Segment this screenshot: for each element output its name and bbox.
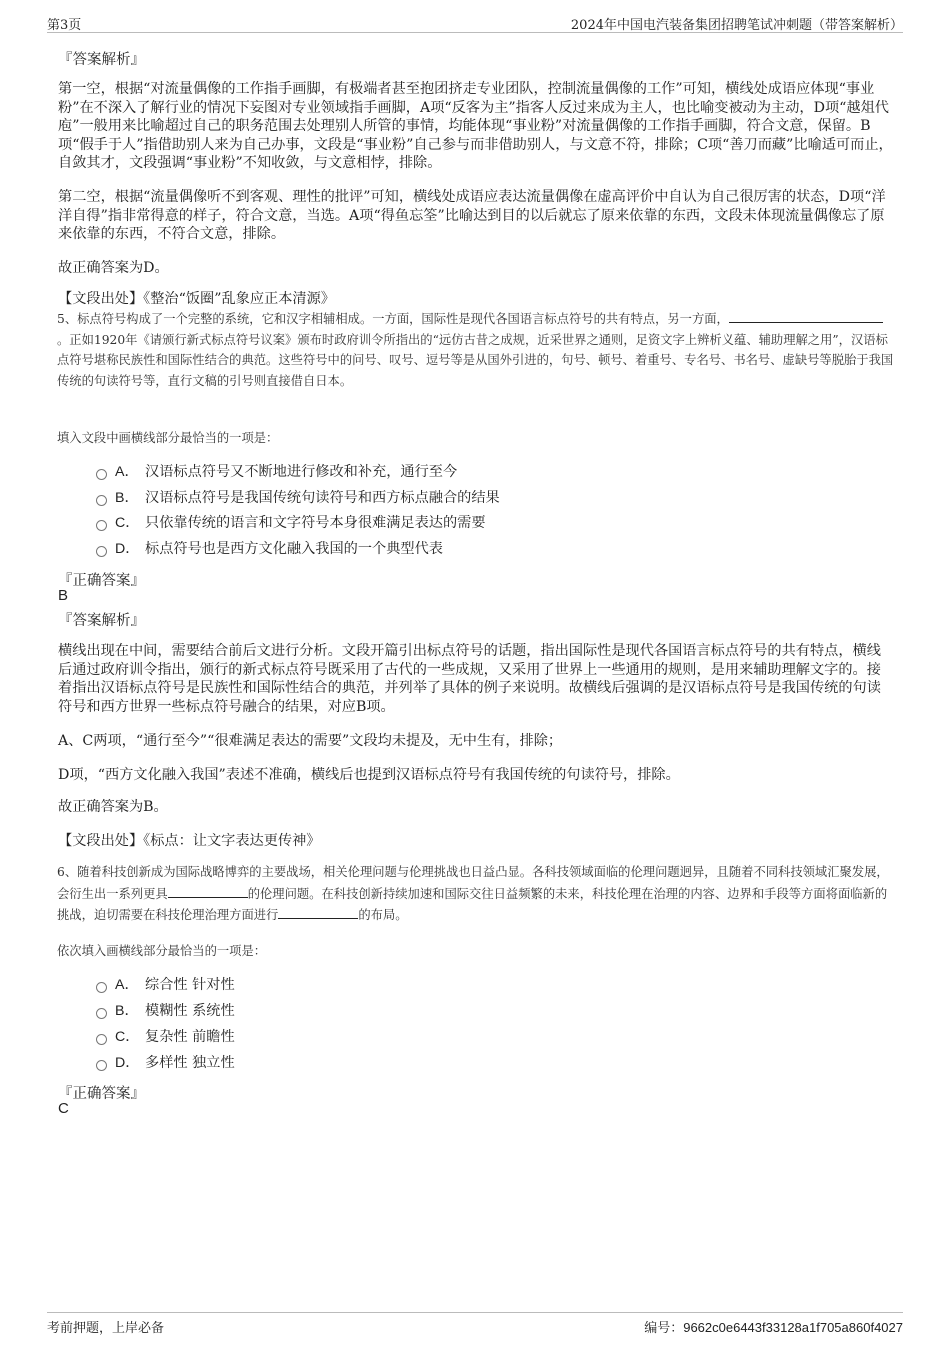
fill-blank xyxy=(729,308,883,323)
fill-blank xyxy=(168,883,248,898)
footer-note: 考前押题，上岸必备 xyxy=(47,1321,165,1336)
option-a[interactable]: A． 综合性 针对性 xyxy=(96,975,235,995)
radio-icon[interactable] xyxy=(96,469,107,480)
option-c[interactable]: C． 只依靠传统的语言和文字符号本身很难满足表达的需要 xyxy=(96,513,486,533)
option-d[interactable]: D． 多样性 独立性 xyxy=(96,1053,235,1073)
radio-icon[interactable] xyxy=(96,982,107,993)
option-b[interactable]: B． 模糊性 系统性 xyxy=(96,1001,235,1021)
radio-icon[interactable] xyxy=(96,1034,107,1045)
analysis-paragraph: 第一空，根据“对流量偶像的工作指手画脚，有极端者甚至抱团挤走专业团队，控制流量偶像的工作”可知，横线处成语应体现“事业粉”在不深入了解行业的情况下妄图对专业领域指手画脚，A项“反客为主”指客人反过来成为主人，也比喻变被动为主动，D项“越俎代庖”一般用来比喻超过自己的职务范围去处理别人所管的事情，均能体现“事业粉”对流量偶像的工作指手画脚，符合文意，保留。B项“假手于人”指借助别人来为自己办事，文段是“事业粉”自己参与而非借助别人，与文意不符，排除；C项“善刀而藏”比喻适可而止，自敛其才，文段强调“事业粉”不知收敛，与文意相悖，排除。 xyxy=(58,81,893,171)
question-6-stem: 6、随着科技创新成为国际战略博弈的主要战场，相关伦理问题与伦理挑战也日益凸显。各科技领域面临的伦理问题迥异，且随着不同科技领域汇聚发展，会衍生出一系列更具 的伦理问题。在科技创新持续加速和国际交往日益频繁的未来，科技伦理在治理的内容、边界和手段等方面将面临新的挑战，迫切需要在科技伦理治理方面进行 的布局。 xyxy=(57,865,889,922)
page-number: 第3页 xyxy=(47,18,82,33)
option-c[interactable]: C． 复杂性 前瞻性 xyxy=(96,1027,235,1047)
page-header xyxy=(47,10,903,33)
option-b[interactable]: B． 汉语标点符号是我国传统句读符号和西方标点融合的结果 xyxy=(96,488,500,508)
question-5-stem: 5、标点符号构成了一个完整的系统，它和汉字相辅相成。一方面，国际性是现代各国语言标点符号的共有特点，另一方面，。正如1920年《请颁行新式标点符号议案》颁布时政府训令所指出的“远仿古昔之成规，近采世界之通则，足资文字上辨析义蕴、辅助理解之用”，汉语标点符号堪称民族性和国际性结合的典范。这些符号中的问号、叹号、逗号等是从国外引进的，句号、顿号、着重号、专名号、书名号、虚缺号等脱胎于我国传统的句读符号等，直行文稿的引号则直接借自日本。 xyxy=(57,308,895,391)
question-5-prompt: 填入文段中画横线部分最恰当的一项是： xyxy=(57,431,279,445)
document-code: 编号：9662c0e6443f33128a1f705a860f4027 xyxy=(644,1320,903,1335)
analysis-conclusion: 故正确答案为B。 xyxy=(58,799,168,815)
correct-answer: C xyxy=(58,1100,69,1117)
analysis-paragraph: 第二空，根据“流量偶像听不到客观、理性的批评”可知，横线处成语应表达流量偶像在虚高评价中自认为自己很厉害的状态，D项“洋洋自得”指非常得意的样子，符合文意，当选。A项“得鱼忘筌”比喻达到目的以后就忘了原来依靠的东西，文段未体现流量偶像忘了原来依靠的东西，不符合文意，排除。 xyxy=(58,189,886,242)
analysis-paragraph: D项，“西方文化融入我国”表述不准确，横线后也提到汉语标点符号有我国传统的句读符号，排除。 xyxy=(58,767,680,783)
page-footer xyxy=(47,1312,903,1339)
analysis-conclusion: 故正确答案为D。 xyxy=(58,260,169,276)
radio-icon[interactable] xyxy=(96,1008,107,1019)
analysis-label: 『答案解析』 xyxy=(58,613,145,629)
radio-icon[interactable] xyxy=(96,1060,107,1071)
fill-blank xyxy=(278,904,358,919)
radio-icon[interactable] xyxy=(96,546,107,557)
document-title: 2024年中国电汽装备集团招聘笔试冲刺题（带答案解析） xyxy=(570,18,903,33)
option-d[interactable]: D． 标点符号也是西方文化融入我国的一个典型代表 xyxy=(96,539,443,559)
analysis-paragraph: A、C两项，“通行至今”“很难满足表达的需要”文段均未提及，无中生有，排除； xyxy=(58,733,563,749)
source-citation: 【文段出处】《标点：让文字表达更传神》 xyxy=(58,833,321,849)
source-citation: 【文段出处】《整治“饭圈”乱象应正本清源》 xyxy=(58,291,335,307)
radio-icon[interactable] xyxy=(96,520,107,531)
correct-answer-label: 『正确答案』 xyxy=(58,1086,145,1102)
correct-answer-label: 『正确答案』 xyxy=(58,573,145,589)
radio-icon[interactable] xyxy=(96,495,107,506)
question-6-prompt: 依次填入画横线部分最恰当的一项是： xyxy=(57,944,267,958)
option-a[interactable]: A． 汉语标点符号又不断地进行修改和补充，通行至今 xyxy=(96,462,457,482)
correct-answer: B xyxy=(58,587,69,604)
analysis-label: 『答案解析』 xyxy=(58,52,145,68)
analysis-paragraph: 横线出现在中间，需要结合前后文进行分析。文段开篇引出标点符号的话题，指出国际性是现代各国语言标点符号的共有特点，横线后通过政府训令指出，颁行的新式标点符号既采用了古代的一些成规，又采用了世界上一些通用的规则，是用来辅助理解文字的。接着指出汉语标点符号是民族性和国际性结合的典范，并列举了具体的例子来说明。故横线后强调的是汉语标点符号是我国传统的句读符号和西方世界一些标点符号融合的结果，对应B项。 xyxy=(58,643,881,715)
